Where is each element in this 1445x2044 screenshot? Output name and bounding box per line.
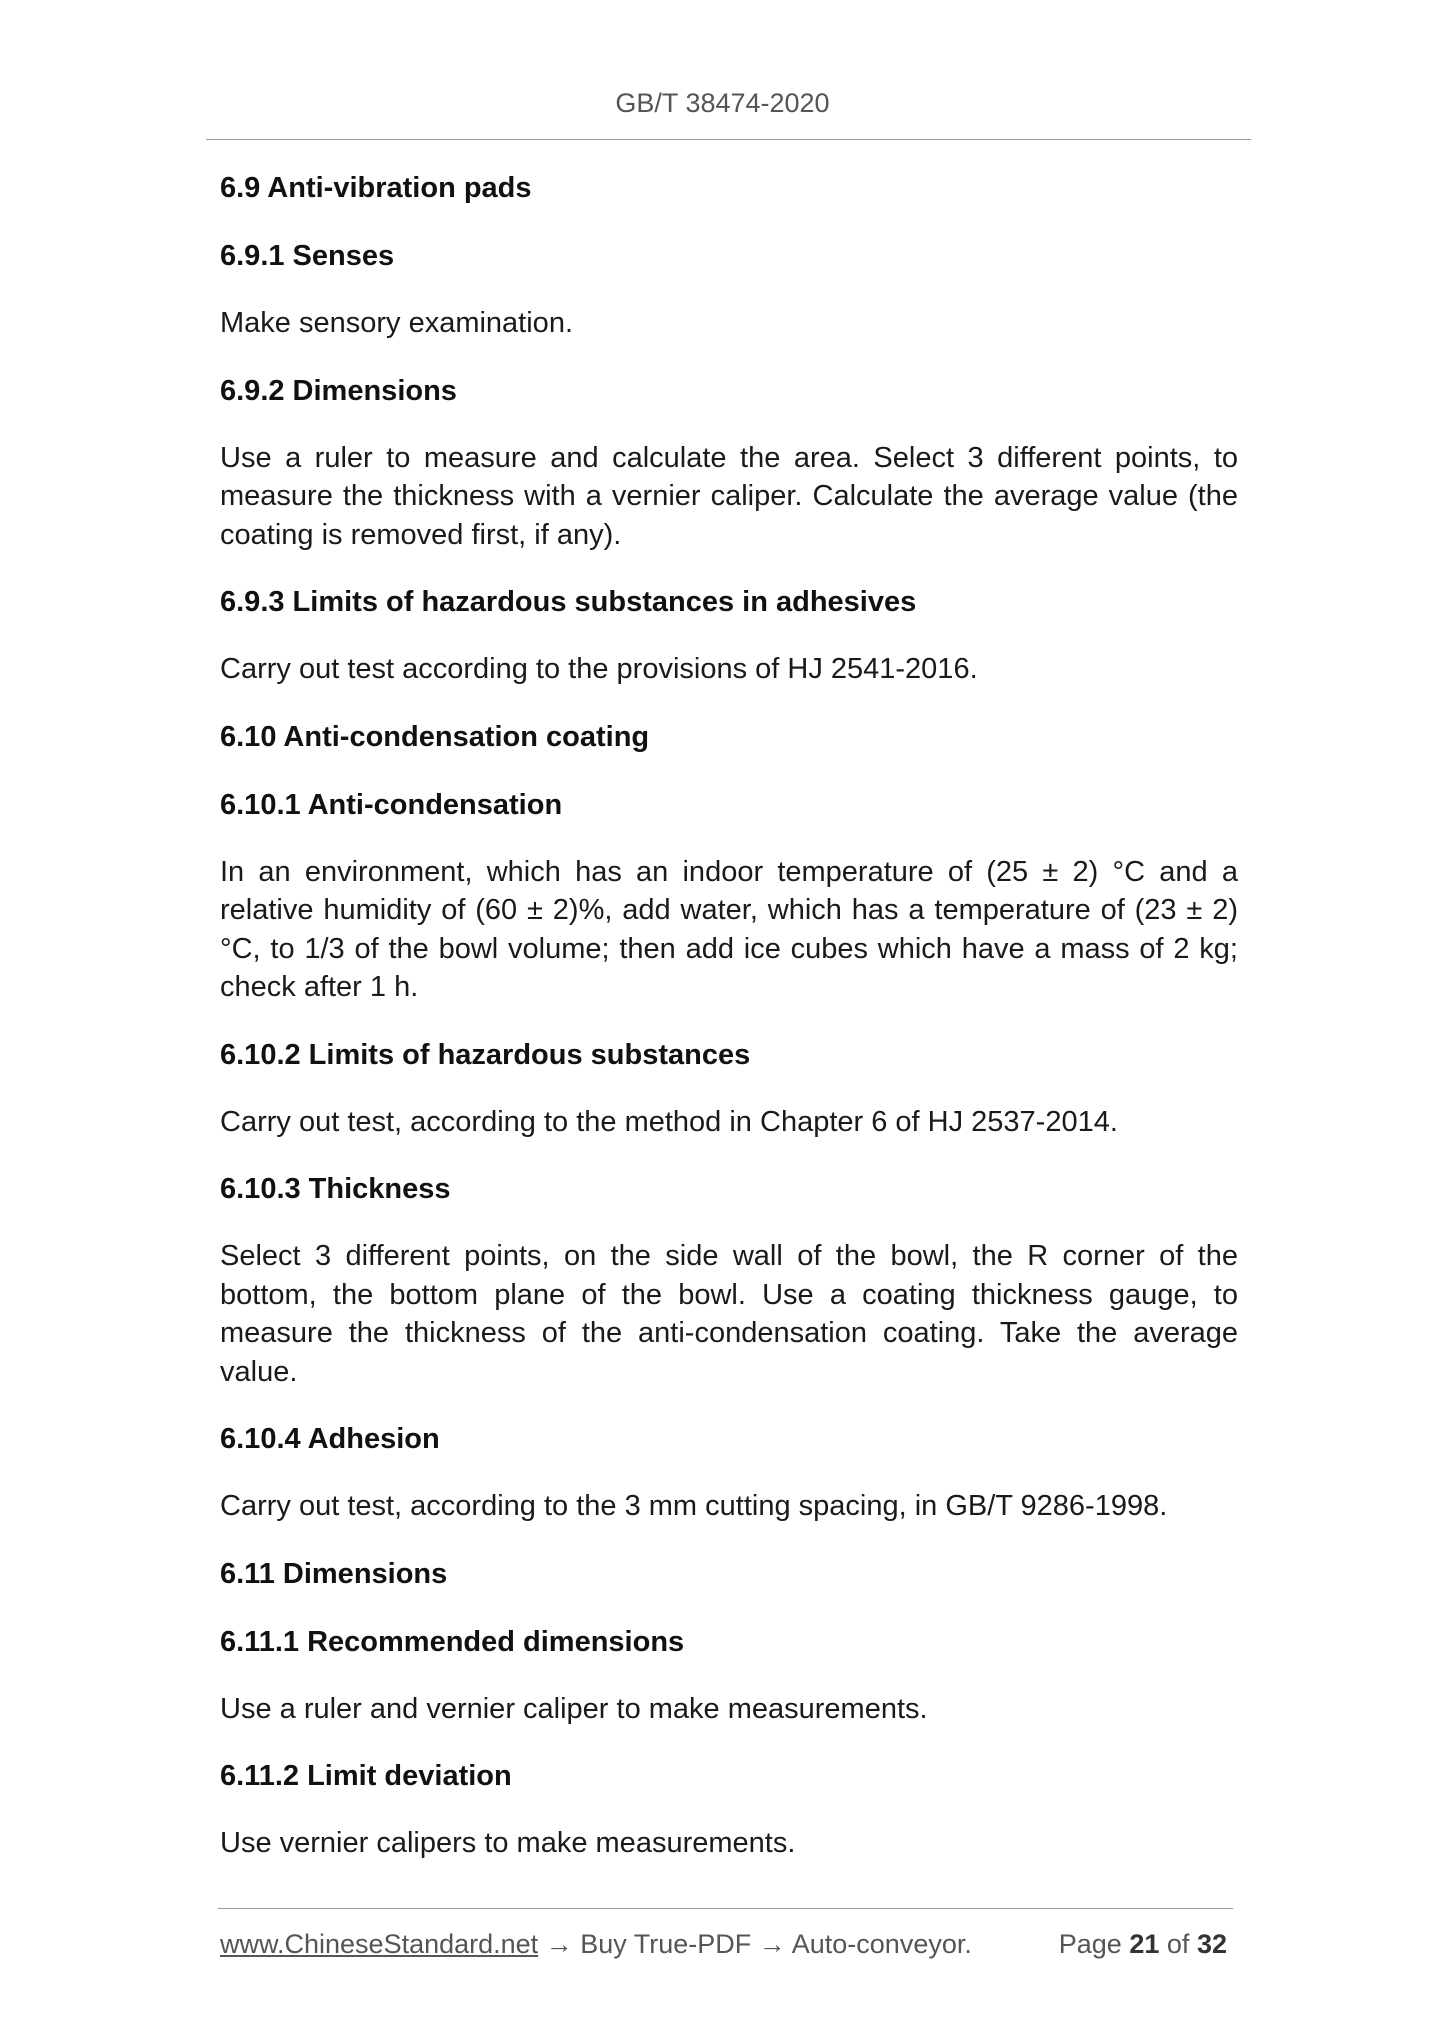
section-heading: 6.10 Anti-condensation coating bbox=[220, 720, 650, 753]
page-label: Page bbox=[1058, 1929, 1122, 1959]
footer-promo-text: → Buy True-PDF → Auto-conveyor. bbox=[538, 1929, 972, 1959]
section-heading: 6.9.3 Limits of hazardous substances in adhesives bbox=[220, 586, 917, 618]
total-pages-number: 32 bbox=[1196, 1929, 1227, 1959]
section-heading: 6.10.1 Anti-condensation bbox=[220, 788, 563, 821]
section-heading: 6.11 Dimensions bbox=[220, 1557, 448, 1590]
current-page-number: 21 bbox=[1129, 1929, 1160, 1959]
section-paragraph: Carry out test, according to the 3 mm cutting spacing, in GB/T 9286-1998. bbox=[220, 1490, 1168, 1522]
section-heading: 6.11.2 Limit deviation bbox=[220, 1760, 512, 1792]
section-paragraph: Carry out test according to the provisions of HJ 2541-2016. bbox=[220, 653, 978, 685]
section-paragraph: Use a ruler and vernier caliper to make measurements. bbox=[220, 1692, 928, 1725]
page-footer bbox=[220, 1929, 1233, 1960]
section-heading: 6.9 Anti-vibration pads bbox=[220, 172, 532, 204]
page-body bbox=[220, 168, 1238, 1891]
section-heading: 6.9.1 Senses bbox=[220, 240, 395, 272]
section-heading: 6.10.3 Thickness bbox=[220, 1173, 451, 1205]
header-divider bbox=[206, 139, 1251, 140]
section-heading: 6.10.2 Limits of hazardous substances bbox=[220, 1038, 751, 1071]
section-paragraph: Carry out test, according to the method in Chapter 6 of HJ 2537-2014. bbox=[220, 1105, 1118, 1138]
section-paragraph: Make sensory examination. bbox=[220, 307, 573, 339]
section-heading: 6.11.1 Recommended dimensions bbox=[220, 1625, 685, 1658]
of-label: of bbox=[1166, 1929, 1190, 1959]
document-code-header: GB/T 38474-2020 bbox=[615, 88, 830, 118]
footer-divider bbox=[218, 1908, 1233, 1909]
section-paragraph: Use a ruler to measure and calculate the area. Select 3 different points, to measure the thickness with a vernier caliper. Calculate the average value (the coating is removed first, if any). bbox=[220, 441, 1238, 551]
section-paragraph: Select 3 different points, on the side wall of the bowl, the R corner of the bottom, the bottom plane of the bowl. Use a coating thickness gauge, to measure the thickness of the anti-condensation coating. Take the average value. bbox=[220, 1240, 1238, 1388]
section-paragraph: In an environment, which has an indoor temperature of (25 ± 2) °C and a relative humidity of (60 ± 2)%, add water, which has a temperature of (23 ± 2) °C, to 1/3 of the bowl volume; then add ice cubes which have a mass of 2 kg; check after 1 h. bbox=[220, 855, 1238, 1003]
page-indicator bbox=[1059, 1929, 1227, 1960]
section-paragraph: Use vernier calipers to make measurements. bbox=[220, 1827, 796, 1859]
website-link[interactable]: www.ChineseStandard.net bbox=[220, 1929, 539, 1959]
section-heading: 6.10.4 Adhesion bbox=[220, 1423, 440, 1455]
section-heading: 6.9.2 Dimensions bbox=[220, 374, 457, 407]
